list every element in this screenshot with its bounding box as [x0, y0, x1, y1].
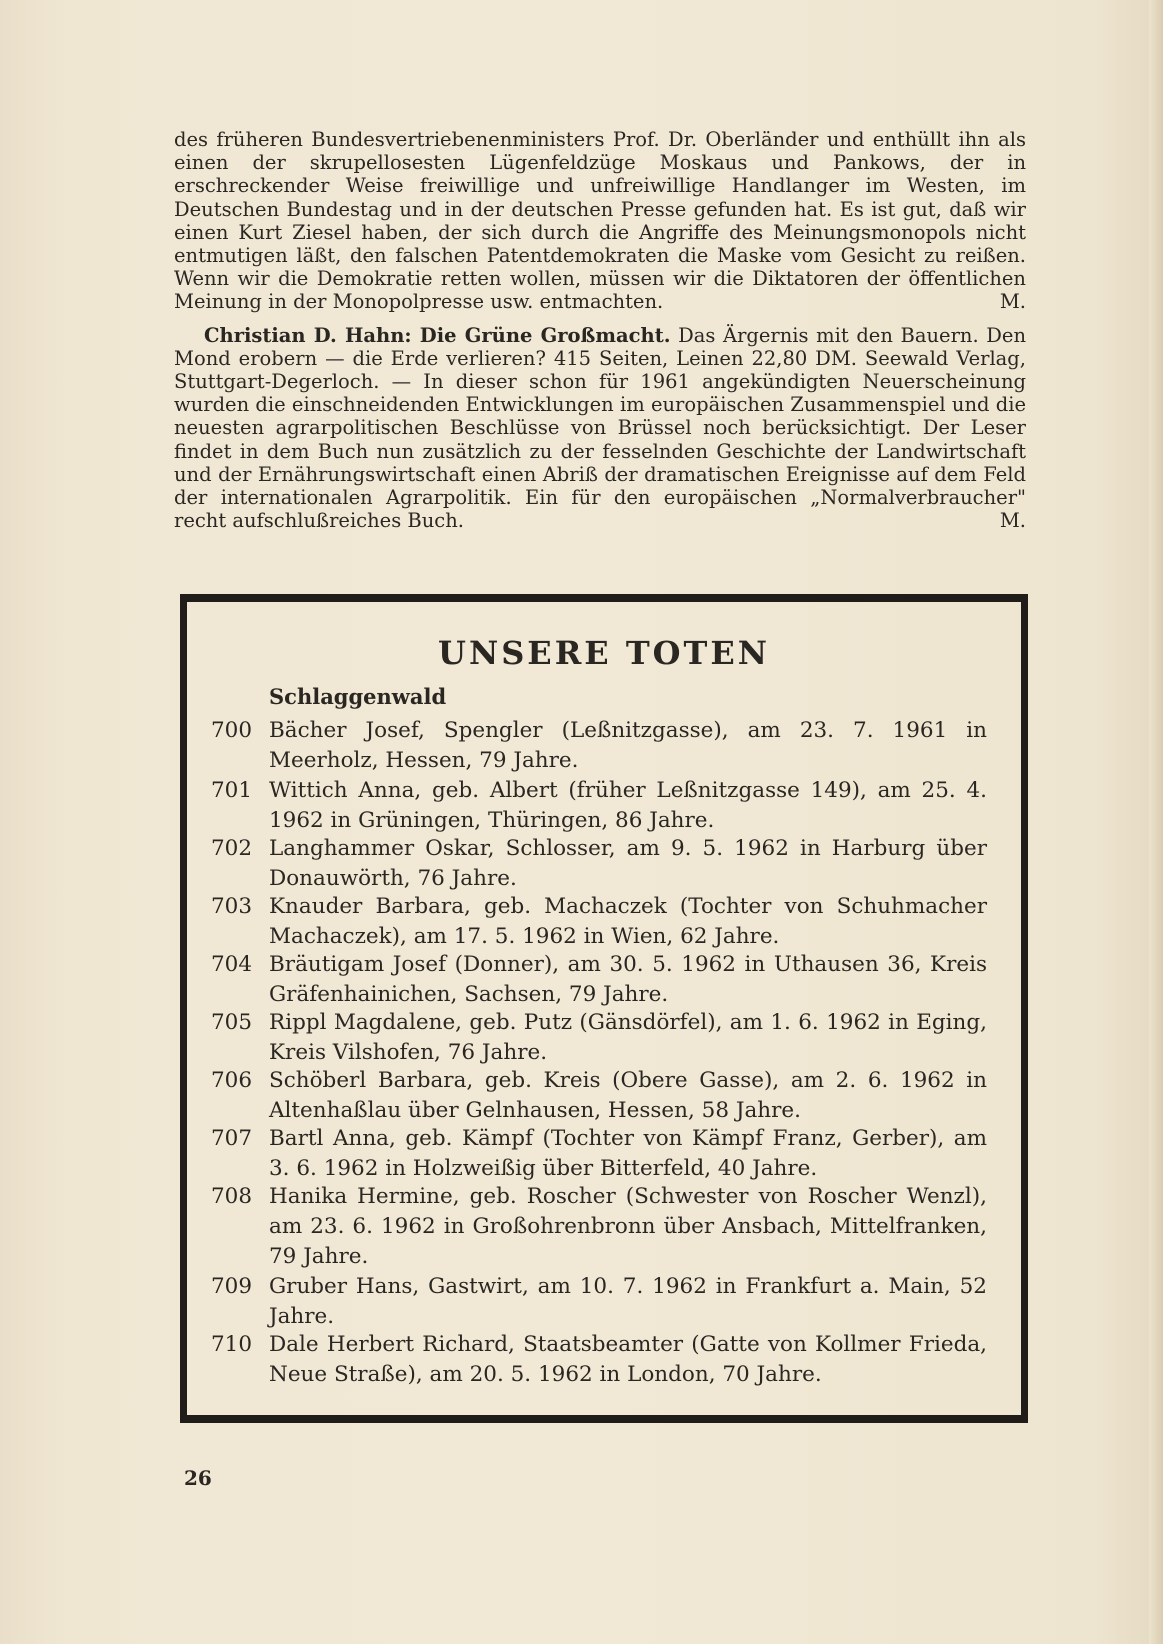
entry-number: 701 — [211, 778, 253, 803]
review-paragraph-1 — [174, 128, 1026, 314]
entry-text: Bartl Anna, geb. Kämpf (Tochter von Kämpf Franz, Gerber), am 3. 6. 1962 in Holzweißig über Bitterfeld, 40 Jahre. — [269, 1126, 987, 1181]
entry-number: 708 — [211, 1184, 253, 1209]
entry-number: 706 — [211, 1068, 253, 1093]
entry-text: Knauder Barbara, geb. Machaczek (Tochter von Schuhmacher Machaczek), am 17. 5. 1962 in Wien, 62 Jahre. — [269, 894, 987, 949]
obituary-title: UNSERE TOTEN — [438, 634, 770, 672]
review-1-text: des früheren Bundesvertriebenenministers Prof. Dr. Oberländer und enthüllt ihn als einen der skrupellosesten Lügenfeldzüge Moskaus und Pankows, der in erschreckender Weise freiwillige und unfreiwillige Handlanger im Westen, im Deutschen Bundestag und in der deutschen Presse gefunden hat. Es ist gut, daß wir einen Kurt Ziesel haben, der sich durch die Angriffe des Meinungsmonopols nicht entmutigen läßt, den falschen Patentdemokraten die Maske vom Gesicht zu reißen. Wenn wir die Demokratie retten wollen, müssen wir die Diktatoren der öffentlichen Meinung in der Monopolpresse usw. entmachten. — [174, 128, 1026, 314]
entry-number: 700 — [211, 718, 253, 743]
page-edge — [1149, 0, 1163, 1644]
entry-number: 710 — [211, 1332, 253, 1357]
entry-text: Gruber Hans, Gastwirt, am 10. 7. 1962 in Frankfurt a. Main, 52 Jahre. — [269, 1274, 987, 1329]
entry-number: 705 — [211, 1010, 253, 1035]
review-1-signature: M. — [999, 290, 1026, 314]
obituary-place: Schlaggenwald — [269, 684, 447, 709]
entry-text: Hanika Hermine, geb. Roscher (Schwester von Roscher Wenzl), am 23. 6. 1962 in Großohrenbronn über Ansbach, Mittelfranken, 79 Jahre. — [269, 1184, 987, 1269]
entry-text: Langhammer Oskar, Schlosser, am 9. 5. 1962 in Harburg über Donauwörth, 76 Jahre. — [269, 836, 987, 891]
entry-number: 707 — [211, 1126, 253, 1151]
entry-text: Bächer Josef, Spengler (Leßnitzgasse), am 23. 7. 1961 in Meerholz, Hessen, 79 Jahre. — [269, 718, 987, 773]
review-2-title: Christian D. Hahn: Die Grüne Großmacht. — [204, 323, 671, 347]
entry-text: Rippl Magdalene, geb. Putz (Gänsdörfel), am 1. 6. 1962 in Eging, Kreis Vilshofen, 76 Jahre. — [269, 1010, 987, 1065]
entry-number: 703 — [211, 894, 253, 919]
page-number: 26 — [184, 1466, 212, 1490]
entry-text: Wittich Anna, geb. Albert (früher Leßnitzgasse 149), am 25. 4. 1962 in Grüningen, Thüringen, 86 Jahre. — [269, 778, 987, 833]
entry-number: 709 — [211, 1274, 253, 1299]
obituary-box — [180, 594, 1028, 1423]
book-reviews — [174, 128, 1026, 532]
entry-number: 704 — [211, 952, 253, 977]
review-paragraph-2 — [174, 324, 1026, 533]
entry-text: Dale Herbert Richard, Staatsbeamter (Gatte von Kollmer Frieda, Neue Straße), am 20. 5. 1962 in London, 70 Jahre. — [269, 1332, 987, 1387]
entry-text: Schöberl Barbara, geb. Kreis (Obere Gasse), am 2. 6. 1962 in Altenhaßlau über Gelnhausen, Hessen, 58 Jahre. — [269, 1068, 987, 1123]
review-2-signature: M. — [999, 509, 1026, 533]
review-2-text: Das Ärgernis mit den Bauern. Den Mond erobern — die Erde verlieren? 415 Seiten, Leinen 22,80 DM. Seewald Verlag, Stuttgart-Degerloch. — In dieser schon für 1961 angekündigten Neuerscheinung wurden die einschneidenden Entwicklungen im europäischen Zusammenspiel und die neuesten agrarpolitischen Beschlüsse von Brüssel noch berücksichtigt. Der Leser findet in dem Buch nun zusätzlich zu der fesselnden Geschichte der Landwirtschaft und der Ernährungswirtschaft einen Abriß der dramatischen Ereignisse auf dem Feld der internationalen Agrarpolitik. Ein für den europäischen „Normalverbraucher" recht aufschlußreiches Buch. — [174, 323, 1027, 533]
entry-text: Bräutigam Josef (Donner), am 30. 5. 1962 in Uthausen 36, Kreis Gräfenhainichen, Sachsen, 79 Jahre. — [269, 952, 987, 1007]
entry-number: 702 — [211, 836, 253, 861]
